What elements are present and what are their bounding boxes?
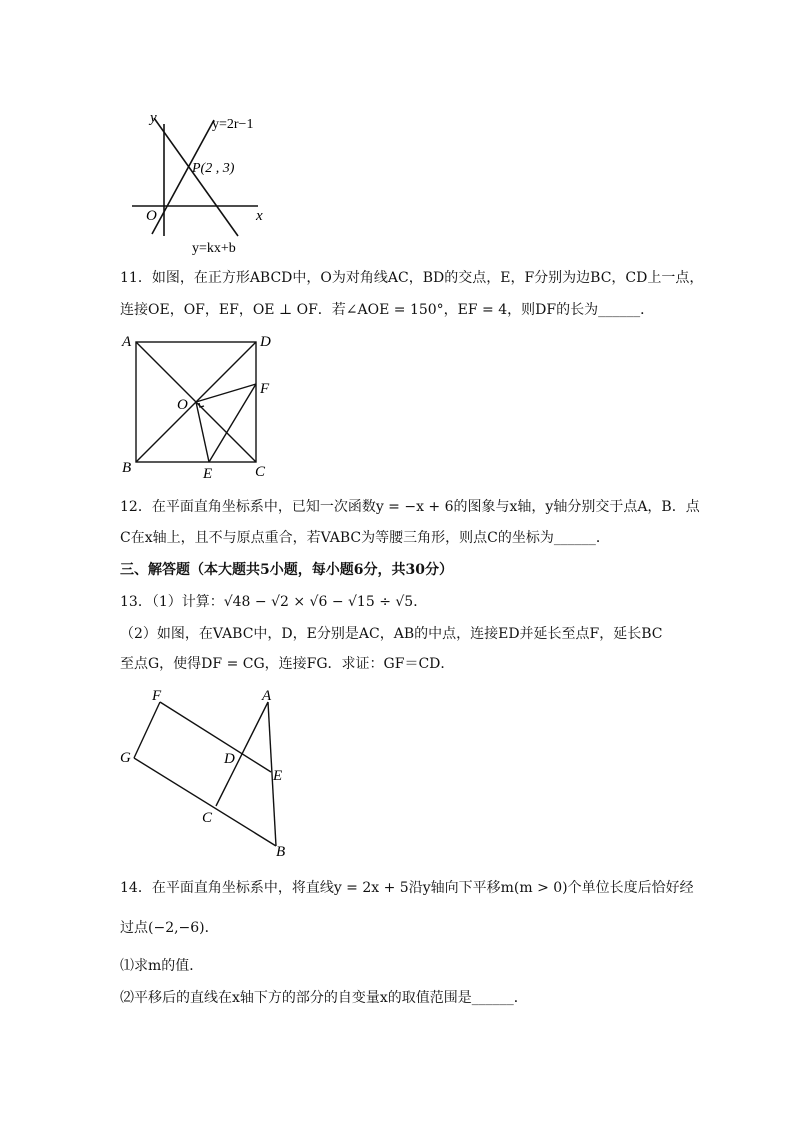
point-p-label: P(2 , 3) bbox=[192, 161, 235, 176]
q13-part2-line1: （2）如图，在VABC中，D，E分别是AC，AB的中点，连接ED并延长至点F，延长BC bbox=[120, 626, 663, 642]
q13-part2-line2: 至点G，使得DF = CG，连接FG．求证：GF＝CD． bbox=[120, 656, 455, 672]
q12-line1: 12．在平面直角坐标系中，已知一次函数y = −x + 6的图象与x轴，y轴分别交于点A，B．点 bbox=[120, 499, 700, 515]
fig3-label-g: G bbox=[120, 750, 131, 766]
label-e: E bbox=[203, 466, 213, 480]
label-a: A bbox=[122, 334, 132, 350]
label-d: D bbox=[260, 334, 271, 350]
y-axis-label: y bbox=[150, 110, 157, 126]
q14-sub1: ⑴求m的值． bbox=[120, 958, 204, 974]
q14-sub2: ⑵平移后的直线在x轴下方的部分的自变量x的取值范围是______． bbox=[120, 990, 528, 1006]
fig3-label-a: A bbox=[262, 688, 272, 704]
q13-part1: 13．（1）计算：√48 − √2 × √6 − √15 ÷ √5． bbox=[120, 594, 428, 610]
line2-label: y=kx+b bbox=[192, 241, 236, 256]
q11-line1: 11．如图，在正方形ABCD中，O为对角线AC，BD的交点，E，F分别为边BC，CD上一点， bbox=[120, 270, 704, 286]
figure-coordinate-lines bbox=[120, 108, 290, 258]
fig3-label-d: D bbox=[224, 751, 235, 767]
label-b: B bbox=[122, 460, 132, 476]
q12-line2: C在x轴上，且不与原点重合，若VABC为等腰三角形，则点C的坐标为______． bbox=[120, 530, 610, 546]
label-f: F bbox=[260, 381, 270, 397]
x-axis-label: x bbox=[256, 208, 263, 224]
fig3-label-b: B bbox=[276, 844, 286, 860]
fig3-label-c: C bbox=[202, 810, 213, 826]
fig3-label-e: E bbox=[273, 768, 283, 784]
figure-square bbox=[116, 330, 286, 480]
q14-line2: 过点(−2,−6)． bbox=[120, 920, 219, 936]
label-o: O bbox=[177, 397, 188, 413]
line1-label: y=2r−1 bbox=[212, 117, 254, 132]
origin-label: O bbox=[146, 208, 157, 224]
fig3-label-f: F bbox=[152, 688, 162, 704]
figure-triangle-parallelogram bbox=[116, 684, 306, 862]
q14-line1: 14．在平面直角坐标系中，将直线y = 2x + 5沿y轴向下平移m(m > 0)个单位长度后恰好经 bbox=[120, 880, 694, 896]
q11-line2: 连接OE，OF，EF，OE ⊥ OF．若∠AOE = 150°，EF = 4，则DF的长为______． bbox=[120, 302, 655, 318]
section-heading: 三、解答题（本大题共5小题，每小题6分，共30分） bbox=[120, 562, 453, 578]
label-c: C bbox=[255, 464, 266, 480]
